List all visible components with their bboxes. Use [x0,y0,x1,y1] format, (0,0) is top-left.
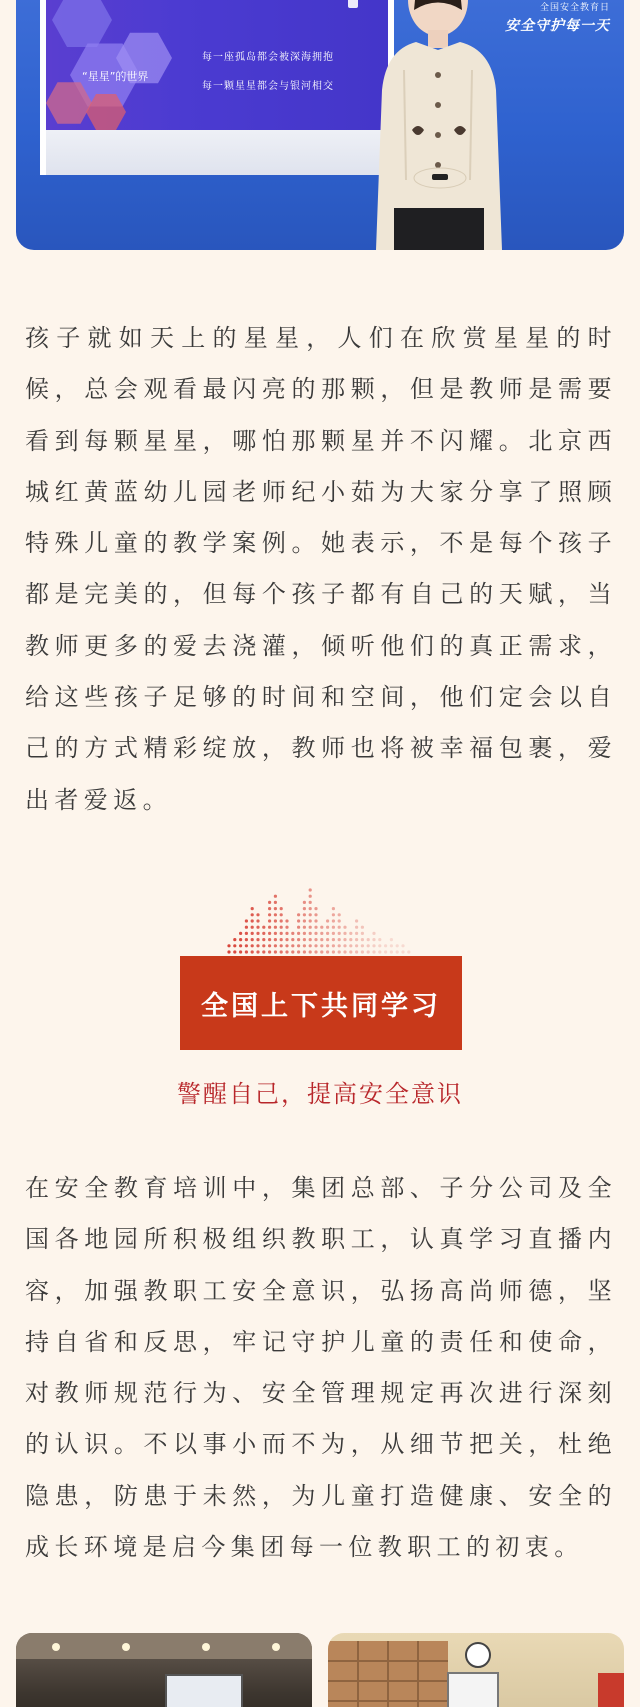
wave-dot [268,901,271,904]
wave-dot [338,913,341,916]
wave-dot [401,950,404,953]
wave-dot [268,950,271,953]
presenter-figure [346,0,516,250]
wave-dot [233,950,236,953]
wave-dot [262,932,265,935]
wave-dot [297,932,300,935]
wave-dot [343,950,346,953]
wave-dot [262,938,265,941]
wave-dot [280,926,283,929]
wave-dot [361,932,364,935]
wave-dot [239,944,242,947]
wave-dot [309,944,312,947]
wave-dot [372,938,375,941]
slide-content [46,0,388,130]
wave-dot [332,913,335,916]
wave-dot [390,938,393,941]
wave-dot [314,950,317,953]
slide-caption: “星星”的世界 [82,70,149,83]
wave-dot [320,926,323,929]
wave-dot [303,907,306,910]
training-room-photo [16,1633,312,1707]
wave-dot [309,938,312,941]
wave-dot [297,944,300,947]
wave-dot [372,932,375,935]
wave-dot [309,895,312,898]
wave-dot [343,932,346,935]
wave-dot [280,944,283,947]
wave-dot [309,932,312,935]
training-room-scene [16,1633,312,1707]
wave-dot [320,950,323,953]
wave-dot [326,919,329,922]
wave-dot [280,938,283,941]
slide-footer [46,130,388,175]
presentation-slide [40,0,394,175]
wave-dot [309,907,312,910]
wave-dot [256,919,259,922]
wave-dot [309,913,312,916]
wave-dot [274,907,277,910]
wave-dot [251,932,254,935]
wave-dot [332,907,335,910]
wave-dot [285,938,288,941]
wave-dot [274,901,277,904]
slide-line-1: 每一座孤岛都会被深海拥抱 [202,52,334,63]
wave-dot [297,950,300,953]
wave-dot [332,950,335,953]
wave-dot [227,950,230,953]
wave-dot [326,932,329,935]
wave-dot [268,907,271,910]
wave-dot [343,938,346,941]
wave-dot [262,926,265,929]
wave-dot [274,919,277,922]
wave-dot [338,938,341,941]
wave-dot [303,938,306,941]
wave-dot [245,932,248,935]
wave-dot [285,944,288,947]
wave-dot [361,944,364,947]
wave-dot [355,932,358,935]
wave-dot [355,919,358,922]
wave-dot [326,950,329,953]
wave-dot [320,938,323,941]
wave-dot [245,919,248,922]
wave-dot [314,938,317,941]
wave-dot [355,944,358,947]
wave-dot [251,926,254,929]
wave-dot [274,895,277,898]
wave-dot [303,913,306,916]
wave-dot [303,919,306,922]
wave-dot [291,950,294,953]
wave-dot [285,950,288,953]
safety-day-brand [505,0,610,35]
wave-dot [262,944,265,947]
wave-dot [303,901,306,904]
wave-dot [274,944,277,947]
wave-dot [396,944,399,947]
wave-dot [338,950,341,953]
wave-dot [314,944,317,947]
wave-dot [361,926,364,929]
hexagon-decoration [52,0,112,50]
wave-dot [349,938,352,941]
wave-dot [332,938,335,941]
wave-dot [390,944,393,947]
classroom-photo [328,1633,624,1707]
wave-dot [338,944,341,947]
wave-dot [256,950,259,953]
wave-dot [280,950,283,953]
wave-dot [256,938,259,941]
wave-dot [372,944,375,947]
wave-dot [338,932,341,935]
wave-dot [274,950,277,953]
wave-dot [251,938,254,941]
wave-dot [355,950,358,953]
wave-dot [245,926,248,929]
wave-dot [390,950,393,953]
wave-dot [239,950,242,953]
wave-dot [384,944,387,947]
wave-dot [256,932,259,935]
wave-dot [349,932,352,935]
wave-dot [297,926,300,929]
wave-dot [355,926,358,929]
wave-dot [280,907,283,910]
wave-dot [384,950,387,953]
wave-dot [378,944,381,947]
wave-dot [291,932,294,935]
wave-dot [268,938,271,941]
wave-dot [309,888,312,891]
wave-dot [332,944,335,947]
wave-dot [326,944,329,947]
wave-dot [320,944,323,947]
wave-dot [268,919,271,922]
wave-dot [396,950,399,953]
wave-dot [274,938,277,941]
wave-dot [239,938,242,941]
article-paragraph-1: 孩子就如天上的星星，人们在欣赏星星的时候，总会观看最闪亮的那颗，但是教师是需要看到每颗星星，哪怕那颗星并不闪耀。北京西城红黄蓝幼儿园老师纪小茹为大家分享了照顾特殊儿童的教学案例。她表示，不是每个孩子都是完美的，但每个孩子都有自己的天赋，当教师更多的爱去浇灌，倾听他们的真正需求，给这些孩子足够的时间和空间，他们定会以自己的方式精彩绽放，教师也将被幸福包裹，爱出者爱返。 [25,324,617,814]
wave-dot [320,932,323,935]
wave-dot [407,950,410,953]
wave-dot [297,913,300,916]
wave-dot [303,950,306,953]
classroom-scene [328,1633,624,1707]
section-subtitle: 警醒自己，提高安全意识 [177,1080,463,1108]
wave-dot [268,944,271,947]
wave-dot [251,907,254,910]
slide-line-2: 每一颗星星都会与银河相交 [202,81,334,92]
wave-dot [343,944,346,947]
wave-dot [274,926,277,929]
wave-dot [309,926,312,929]
wave-dot [251,913,254,916]
brand-subtitle: 全国安全教育日 [539,3,610,13]
wave-dot [233,944,236,947]
wave-dot [268,932,271,935]
wave-dot [332,932,335,935]
wave-dot [349,944,352,947]
wave-dot [227,944,230,947]
wave-dot [245,950,248,953]
section-title-banner [180,956,462,1050]
wave-dot [367,938,370,941]
wave-dot [245,938,248,941]
wave-dot [309,950,312,953]
wave-dot [280,913,283,916]
wave-dot [303,932,306,935]
wave-dot [297,919,300,922]
wave-dot [314,932,317,935]
wave-dot [291,938,294,941]
wave-dot [355,938,358,941]
wave-dot [314,907,317,910]
wave-dot [274,932,277,935]
wave-dot [378,950,381,953]
wave-dot [268,913,271,916]
wave-dot [251,944,254,947]
wave-dot [251,950,254,953]
wave-dot [314,919,317,922]
wave-dot [303,926,306,929]
wave-dot [372,950,375,953]
wave-dot [297,938,300,941]
wave-dot [401,944,404,947]
wave-dot [332,919,335,922]
wave-dot [343,926,346,929]
wave-dot [256,913,259,916]
wave-dot [361,950,364,953]
wave-dot [309,919,312,922]
wave-dot [285,932,288,935]
brand-title: 安全守护每一天 [505,18,610,34]
wave-dot [326,938,329,941]
dot-wave-decoration [225,880,415,956]
wave-dot [367,950,370,953]
wave-dot [239,932,242,935]
wave-dot [285,919,288,922]
section-title: 全国上下共同学习 [201,990,441,1022]
wave-dot [338,926,341,929]
wave-dot [303,944,306,947]
wave-dot [378,938,381,941]
article-paragraph-2: 在安全教育培训中，集团总部、子分公司及全国各地园所积极组织教职工，认真学习直播内容，加强教职工安全意识，弘扬高尚师德，坚持自省和反思，牢记守护儿童的责任和使命，对教师规范行为、安全管理规定再次进行深刻的认识。不以事小而不为，从细节把关，杜绝隐患，防患于未然，为儿童打造健康、安全的成长环境是启今集团每一位教职工的初衷。 [25,1174,617,1562]
wave-dot [332,926,335,929]
wave-dot [274,913,277,916]
wave-dot [280,932,283,935]
wave-dot [256,944,259,947]
wave-dot [291,944,294,947]
wave-dot [262,950,265,953]
wave-dot [314,913,317,916]
wave-dot [349,950,352,953]
wave-dot [338,919,341,922]
wave-dot [268,926,271,929]
wave-dot [233,938,236,941]
wave-dot [245,944,248,947]
wave-dot [309,901,312,904]
wave-dot [280,919,283,922]
wave-dot [256,926,259,929]
wave-dot [361,938,364,941]
wave-dot [367,944,370,947]
presenter-photo [16,0,624,250]
wave-dot [285,926,288,929]
wave-dot [326,926,329,929]
wave-dot [251,919,254,922]
wave-dot [314,926,317,929]
